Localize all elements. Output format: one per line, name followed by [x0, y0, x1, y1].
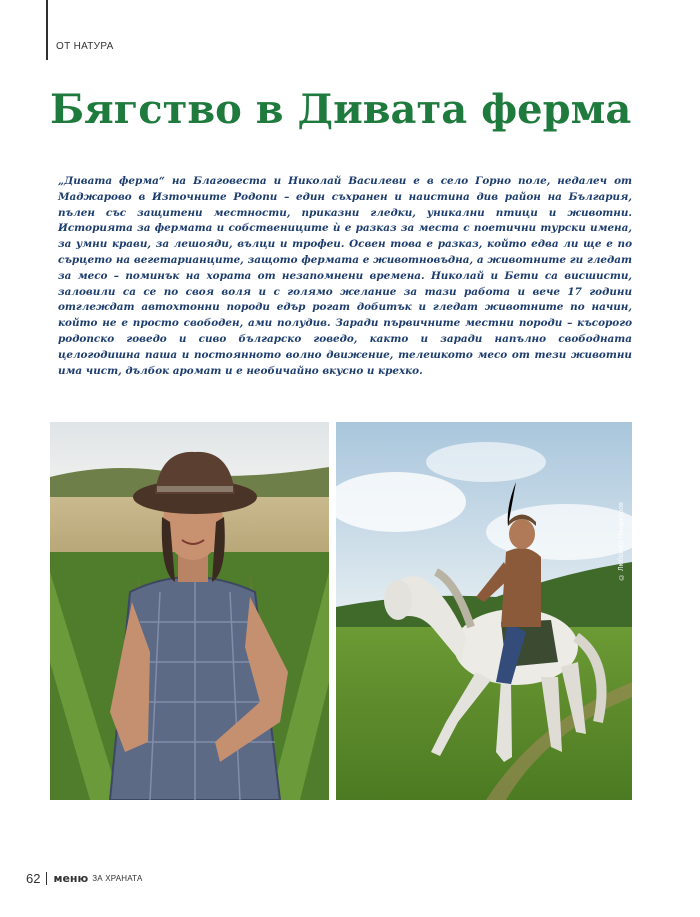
- photo-horse-illustration: [336, 422, 632, 800]
- photo-woman-illustration: [50, 422, 329, 800]
- page-number: 62: [26, 870, 41, 886]
- page-footer: [26, 870, 143, 886]
- photo-credit: © Любомир Пинджуров: [618, 502, 625, 580]
- article-title: Бягство в Дивата ферма: [50, 86, 632, 133]
- footer-divider: [46, 872, 47, 885]
- magazine-tagline: ЗА ХРАНАТА: [92, 873, 143, 883]
- photo-rider-on-horse: [336, 422, 632, 800]
- section-marker-line: [46, 0, 48, 60]
- section-label: ОТ НАТУРА: [56, 41, 114, 52]
- photo-woman-in-field: [50, 422, 329, 800]
- article-lead: „Дивата ферма“ на Благовеста и Николай Василеви е в село Горно поле, недалеч от Маджарово в Източните Родопи – един съхранен и наистина див район на България, пълен със защитени местности, приказни гледки, уникални птици и животни. Историята за фермата и собствениците ѝ е разказ за места с поетични турски имена, за умни крави, за лешояди, вълци и трофеи. Освен това е разказ, който едва ли ще е по сърцето на вегетарианците, защото фермата е животновъдна, а животните ги гледат за месо – поминък на хората от незапомнени времена. Николай и Бети са висшисти, заловили са се по своя воля и с голямо желание за тази работа и вече 17 години отглеждат автохтонни породи едър рогат добитък и гледат животните по начин, който не е просто свободен, ами полудив. Заради първичните местни породи – късорого родопско говедо и сиво българско говедо, както и заради напълно свободната целогодишна паша и постоянното волно движение, телешкото месо от тези животни има чист, дълбок аромат и е необичайно вкусно и крехко.: [58, 175, 632, 377]
- magazine-name: меню: [53, 871, 89, 885]
